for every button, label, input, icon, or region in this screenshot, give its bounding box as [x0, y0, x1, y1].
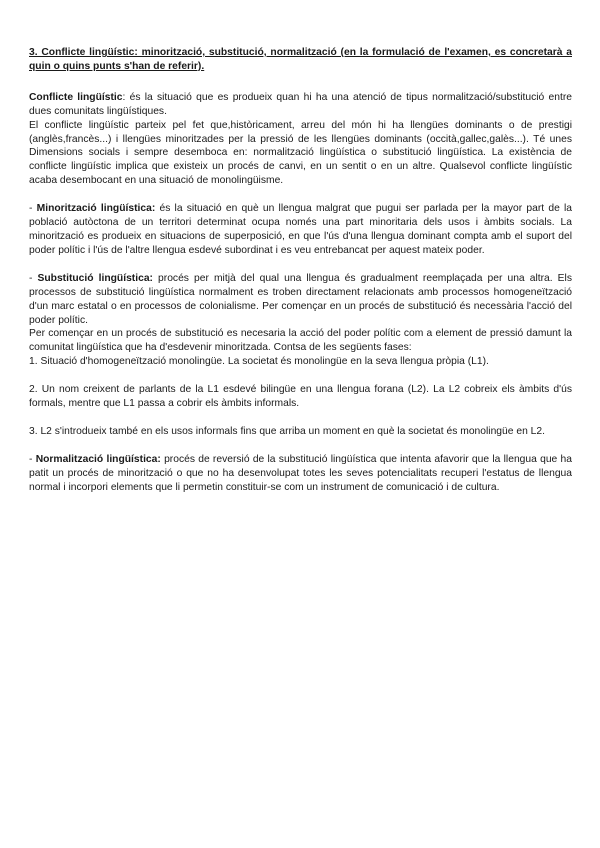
minoritzacio-paragraph: [29, 202, 572, 258]
conflicte-section: [29, 91, 572, 188]
substitucio-text: procés per mitjà del qual una llengua és gradualment reemplaçada per una altra. Els processos de substitució lingüística normalment es troben directament relacionats amb processos homogeneïtzació d'un marc estatal o en processos de colonialisme. Per començar en un procés de substitució és necessària l'acció del poder polític.: [29, 272, 572, 326]
section-heading: 3. Conflicte lingüístic: minorització, substitució, normalització (en la formulació de l'examen, es concretarà a quin o quins punts s'han de referir).: [29, 47, 572, 72]
bullet-dash: -: [29, 453, 36, 465]
minoritzacio-term: Minorització lingüística:: [36, 203, 156, 215]
bullet-dash: -: [29, 203, 37, 215]
substitucio-paragraph: [29, 272, 572, 328]
substitucio-paragraph-2: Per començar en un procés de substitució es necesaria la acció del poder polític com a element de pressió damunt la comunitat lingüística que ha d'esdevenir minoritzada. Contsa de les següents fases:: [29, 328, 572, 354]
minoritzacio-text: és la situació en què un llengua malgrat que pugui ser parlada per la mayor part de la població autòctona de un territori determinat ocupa només una part minoritaria dels usos i àmbits socials. La minorització es produeix en situacions de superposició, en que l'ús d'una llengua dominant compta amb el suport del poder polític i l'ús de l'altre llengua esdevé subordinat i es veu entrebancat per aquest mateix poder.: [29, 203, 573, 256]
normalitzacio-paragraph: [29, 453, 572, 495]
bullet-dash: -: [29, 272, 38, 284]
substitucio-section: [29, 272, 572, 439]
minoritzacio-section: [29, 202, 572, 258]
normalitzacio-text: procés de reversió de la substitució lingüística que intenta afavorir que la llengua que ha patit un procés de minorització o que no ha desenvolupat totes les seves potencialitats recuperi l'estatus de llengua normal i incorpori elements que li permetin constituir-se com un instrument de comunicació i de cultura.: [29, 453, 572, 493]
document-page: [29, 46, 572, 509]
conflicte-explanation: El conflicte lingüístic parteix pel fet que,històricament, arreu del món hi ha llengües dominants o de prestigi (anglès,francès...) i llengües minoritzades per la pressió de les llengües dominants (occità,gallec,galès...). Té unes Dimensions socials i sempre desemboca en: normalització lingüística o substitució lingüística. La existència de conflicte lingüístic implica que existeix un procés de canvi, en un sentit o en un altre. Qualsevol conflicte lingüístic acaba desembocant en una situació de monolingüisme.: [29, 119, 572, 187]
conflicte-term: Conflicte lingüístic: [29, 91, 123, 103]
substitucio-term: Substitució lingüística:: [37, 272, 153, 284]
conflicte-definition: [29, 91, 572, 119]
conflicte-definition-text: : és la situació que es produeix quan hi ha una atenció de tipus normalització/substitució entre dues comunitats lingüístiques.: [29, 91, 573, 117]
phase-2: 2. Un nom creixent de parlants de la L1 esdevé bilingüe en una llengua forana (L2). La L2 cobreix els àmbits d'ús formals, mentre que L1 passa a cobrir els àmbits informals.: [29, 384, 572, 410]
normalitzacio-section: [29, 453, 572, 495]
phase-3: 3. L2 s'introdueix també en els usos informals fins que arriba un moment en què la societat és monolingüe en L2.: [29, 425, 545, 437]
normalitzacio-term: Normalització lingüística:: [35, 453, 161, 465]
phase-1: 1. Situació d'homogeneïtzació monolingüe. La societat és monolingüe en la seva llengua pròpia (L1).: [29, 356, 489, 368]
